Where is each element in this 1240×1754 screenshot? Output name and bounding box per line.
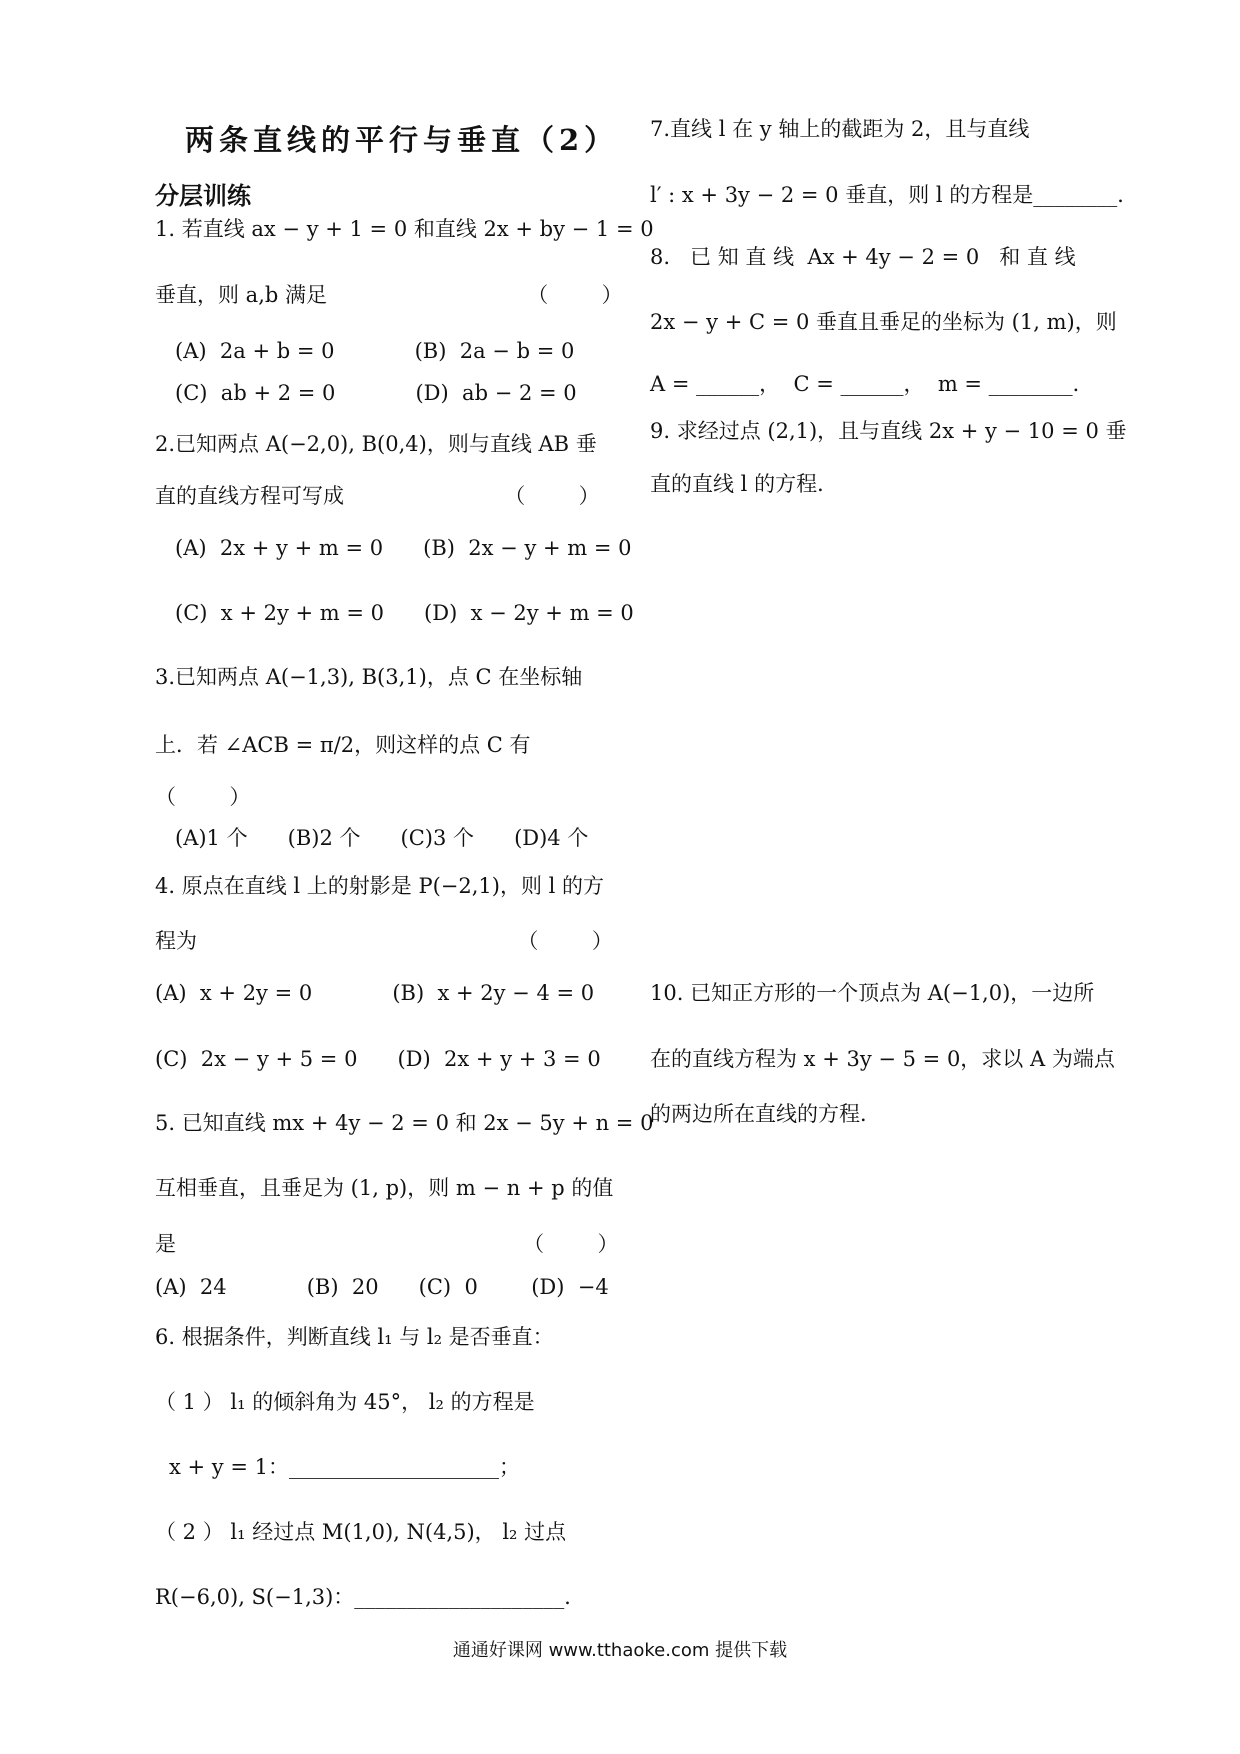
right-line: 2x − y + C = 0 垂直且垂足的坐标为 (1, m)，则 [650, 310, 1117, 334]
left-line: (A) x + 2y = 0 (B) x + 2y − 4 = 0 [155, 981, 595, 1005]
left-line: 3.已知两点 A(−1,3), B(3,1)，点 C 在坐标轴 [155, 665, 583, 689]
left-line: (C) 2x − y + 5 = 0 (D) 2x + y + 3 = 0 [155, 1047, 601, 1071]
left-line: x + y = 1：____________________； [169, 1455, 520, 1479]
right-line: 在的直线方程为 x + 3y − 5 = 0，求以 A 为端点 [650, 1047, 1115, 1071]
left-line: R(−6,0), S(−1,3)：____________________． [155, 1585, 586, 1609]
left-line: 6. 根据条件，判断直线 l₁ 与 l₂ 是否垂直： [155, 1325, 554, 1349]
left-line: （ 1 ） l₁ 的倾斜角为 45°， l₂ 的方程是 [155, 1390, 535, 1414]
left-line: (A) 2a + b = 0 (B) 2a − b = 0 [175, 339, 575, 363]
page-title: 两条直线的平行与垂直（2） [185, 123, 619, 157]
right-line: 的两边所在直线的方程． [650, 1102, 881, 1126]
left-line: 4. 原点在直线 l 上的射影是 P(−2,1)，则 l 的方 [155, 874, 605, 898]
section-heading: 分层训练 [155, 181, 251, 210]
left-line: 5. 已知直线 mx + 4y − 2 = 0 和 2x − 5y + n = 0 [155, 1111, 654, 1135]
left-line: 互相垂直，且垂足为 (1, p)，则 m − n + p 的值 [155, 1176, 614, 1200]
right-line: 10. 已知正方形的一个顶点为 A(−1,0)，一边所 [650, 981, 1095, 1005]
left-line: 1. 若直线 ax − y + 1 = 0 和直线 2x + by − 1 = 0 [155, 217, 654, 241]
left-line: 直的直线方程可写成 （ ） [155, 484, 600, 508]
left-line: (A) 24 (B) 20 (C) 0 (D) −4 [155, 1275, 609, 1299]
right-line: l′ : x + 3y − 2 = 0 垂直，则 l 的方程是________． [650, 183, 1139, 207]
right-line: 8. 已 知 直 线 Ax + 4y − 2 = 0 和 直 线 [650, 245, 1076, 269]
left-line: 2.已知两点 A(−2,0), B(0,4)，则与直线 AB 垂 [155, 432, 597, 456]
left-line: (A) 2x + y + m = 0 (B) 2x − y + m = 0 [175, 536, 632, 560]
right-line: 直的直线 l 的方程． [650, 472, 839, 496]
left-line: （ 2 ） l₁ 经过点 M(1,0), N(4,5)， l₂ 过点 [155, 1520, 567, 1544]
left-line: (C) x + 2y + m = 0 (D) x − 2y + m = 0 [175, 601, 634, 625]
left-line: （ ） [155, 785, 251, 809]
left-line: (A)1 个 (B)2 个 (C)3 个 (D)4 个 [175, 826, 589, 850]
right-line: 7.直线 l 在 y 轴上的截距为 2，且与直线 [650, 117, 1030, 141]
page-footer: 通通好课网 www.tthaoke.com 提供下载 [452, 1640, 788, 1661]
left-line: 程为 （ ） [155, 929, 613, 953]
right-line: 9. 求经过点 (2,1)，且与直线 2x + y − 10 = 0 垂 [650, 419, 1127, 443]
left-line: 上．若 ∠ACB = π/2，则这样的点 C 有 [155, 733, 531, 757]
left-line: (C) ab + 2 = 0 (D) ab − 2 = 0 [175, 381, 577, 405]
right-line: A = ______， C = ______， m = ________． [650, 372, 1094, 396]
left-line: 垂直，则 a,b 满足 （ ） [155, 283, 623, 307]
left-line: 是 （ ） [155, 1232, 619, 1256]
